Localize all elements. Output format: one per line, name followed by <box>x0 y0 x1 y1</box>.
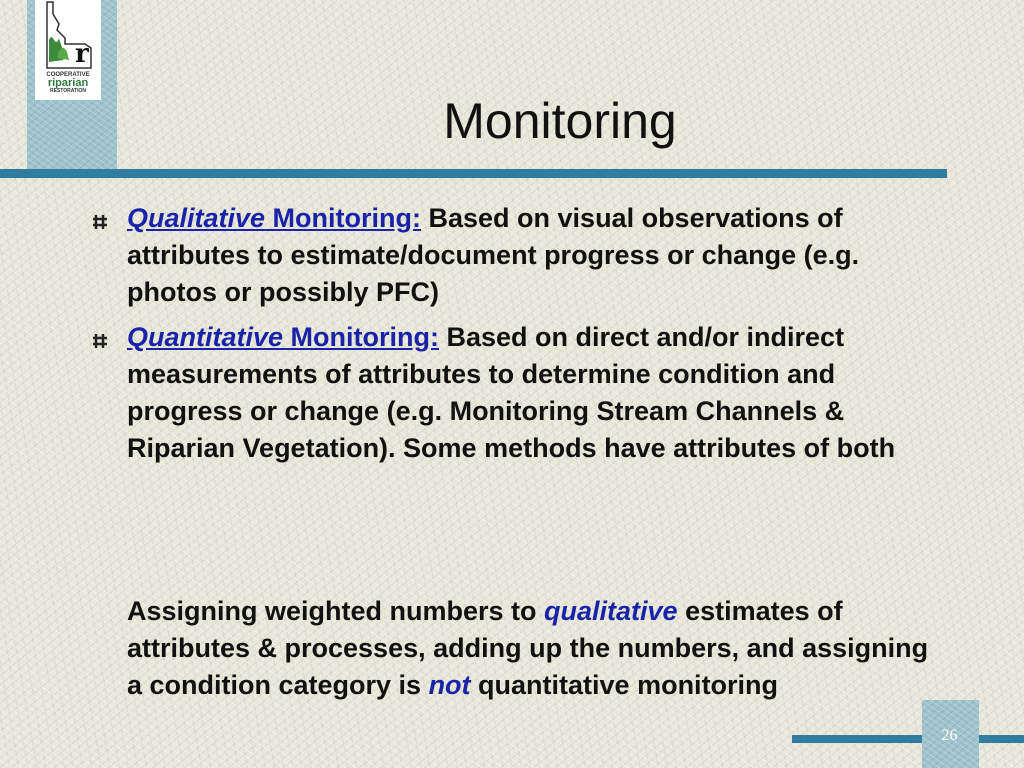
note-part-1: Assigning weighted numbers to <box>127 596 545 626</box>
logo <box>35 0 101 100</box>
logo-text <box>35 72 101 94</box>
term-italic: Quantitative <box>127 322 284 352</box>
note-paragraph <box>127 593 937 704</box>
note-emph-qualitative: qualitative <box>544 596 678 626</box>
term-rest: Monitoring: <box>265 203 421 233</box>
bullet-quantitative <box>127 319 937 467</box>
note-part-2: estimates of attributes & processes, adding up the numbers, and assigning a condition category is <box>127 596 929 700</box>
slide-title: Monitoring <box>443 93 677 149</box>
logo-line-2: riparian <box>47 77 89 89</box>
logo-line-1: COOPERATIVE <box>46 72 90 78</box>
bullet-text: Based on direct and/or indirect measurements of attributes to determine condition and progress or change (e.g. Monitoring Stream Channels & Riparian Vegetation). Some methods have attributes of both <box>127 322 896 463</box>
slide-number: 26 <box>941 727 958 744</box>
top-rule <box>0 169 947 178</box>
hash-bullet-icon <box>90 212 110 232</box>
bullet-qualitative <box>127 200 937 311</box>
term-italic: Qualitative <box>127 203 266 233</box>
note-emph-not: not <box>428 670 471 700</box>
hash-bullet-icon <box>90 331 110 351</box>
term-qualitative <box>127 203 421 233</box>
term-quantitative <box>127 322 439 352</box>
idaho-outline-icon <box>35 0 101 72</box>
bullet-text: Based on visual observations of attributes to estimate/document progress or change (e.g. photos or possibly PFC) <box>127 203 860 307</box>
logo-line-3: RESTORATION <box>50 88 86 94</box>
bottom-rule <box>792 735 1024 743</box>
note-part-3: quantitative monitoring <box>470 670 779 700</box>
svg-text:r: r <box>75 39 89 69</box>
term-rest: Monitoring: <box>283 322 439 352</box>
